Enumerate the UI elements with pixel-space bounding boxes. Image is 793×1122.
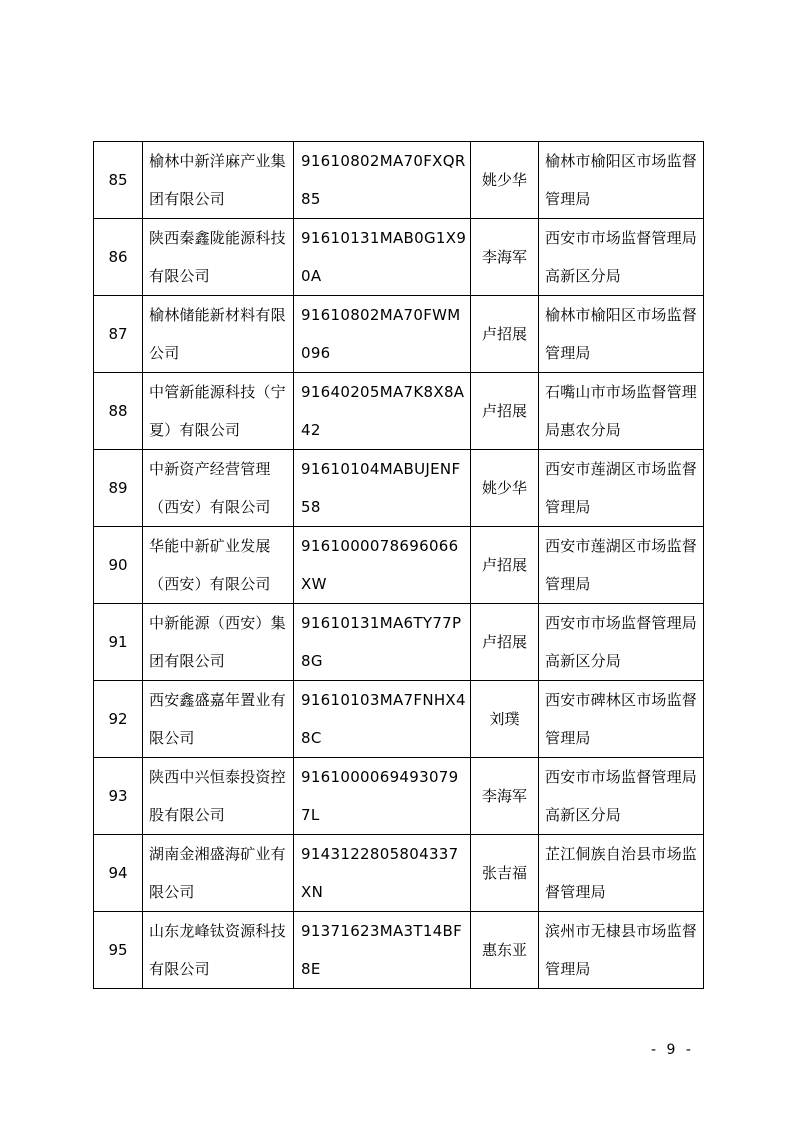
row-number: 87 (94, 296, 143, 373)
credit-code: 9143122805804337XN (294, 835, 471, 912)
legal-representative: 姚少华 (471, 142, 539, 219)
credit-code: 91610802MA70FWM096 (294, 296, 471, 373)
credit-code: 91610103MA7FNHX48C (294, 681, 471, 758)
table-row (94, 450, 704, 527)
row-number: 86 (94, 219, 143, 296)
company-name: 中新能源（西安）集团有限公司 (143, 604, 294, 681)
company-name: 山东龙峰钛资源科技有限公司 (143, 912, 294, 989)
table-row (94, 373, 704, 450)
credit-code: 91640205MA7K8X8A42 (294, 373, 471, 450)
company-name: 榆林中新洋麻产业集团有限公司 (143, 142, 294, 219)
credit-code: 91371623MA3T14BF8E (294, 912, 471, 989)
company-name: 西安鑫盛嘉年置业有限公司 (143, 681, 294, 758)
legal-representative: 卢招展 (471, 527, 539, 604)
row-number: 93 (94, 758, 143, 835)
legal-representative: 姚少华 (471, 450, 539, 527)
table-row (94, 835, 704, 912)
table-row (94, 681, 704, 758)
registration-authority: 芷江侗族自治县市场监督管理局 (539, 835, 704, 912)
table-row (94, 142, 704, 219)
row-number: 85 (94, 142, 143, 219)
company-name: 陕西秦鑫陇能源科技有限公司 (143, 219, 294, 296)
credit-code: 9161000078696066XW (294, 527, 471, 604)
registration-authority: 西安市莲湖区市场监督管理局 (539, 450, 704, 527)
registration-authority: 西安市市场监督管理局高新区分局 (539, 219, 704, 296)
registration-authority: 西安市碑林区市场监督管理局 (539, 681, 704, 758)
table-row (94, 296, 704, 373)
page-number: - 9 - (651, 1042, 694, 1058)
registration-table (93, 141, 704, 989)
credit-code: 91610802MA70FXQR85 (294, 142, 471, 219)
credit-code: 91610104MABUJENF58 (294, 450, 471, 527)
legal-representative: 李海军 (471, 758, 539, 835)
row-number: 95 (94, 912, 143, 989)
registration-authority: 榆林市榆阳区市场监督管理局 (539, 296, 704, 373)
table-row (94, 912, 704, 989)
company-name: 华能中新矿业发展（西安）有限公司 (143, 527, 294, 604)
registration-authority: 西安市市场监督管理局高新区分局 (539, 758, 704, 835)
credit-code: 91610131MA6TY77P8G (294, 604, 471, 681)
credit-code: 91610000694930797L (294, 758, 471, 835)
row-number: 92 (94, 681, 143, 758)
company-name: 湖南金湘盛海矿业有限公司 (143, 835, 294, 912)
legal-representative: 惠东亚 (471, 912, 539, 989)
table-row (94, 604, 704, 681)
company-name: 中管新能源科技（宁夏）有限公司 (143, 373, 294, 450)
legal-representative: 刘璞 (471, 681, 539, 758)
company-name: 陕西中兴恒泰投资控股有限公司 (143, 758, 294, 835)
row-number: 91 (94, 604, 143, 681)
table-row (94, 758, 704, 835)
row-number: 89 (94, 450, 143, 527)
table-row (94, 527, 704, 604)
credit-code: 91610131MAB0G1X90A (294, 219, 471, 296)
legal-representative: 卢招展 (471, 373, 539, 450)
table-row (94, 219, 704, 296)
registration-authority: 滨州市无棣县市场监督管理局 (539, 912, 704, 989)
row-number: 90 (94, 527, 143, 604)
registration-authority: 榆林市榆阳区市场监督管理局 (539, 142, 704, 219)
registration-authority: 西安市莲湖区市场监督管理局 (539, 527, 704, 604)
legal-representative: 卢招展 (471, 604, 539, 681)
registration-authority: 西安市市场监督管理局高新区分局 (539, 604, 704, 681)
row-number: 94 (94, 835, 143, 912)
row-number: 88 (94, 373, 143, 450)
company-name: 中新资产经营管理（西安）有限公司 (143, 450, 294, 527)
registration-authority: 石嘴山市市场监督管理局惠农分局 (539, 373, 704, 450)
company-name: 榆林储能新材料有限公司 (143, 296, 294, 373)
table-body (94, 142, 704, 989)
legal-representative: 卢招展 (471, 296, 539, 373)
legal-representative: 张吉福 (471, 835, 539, 912)
legal-representative: 李海军 (471, 219, 539, 296)
